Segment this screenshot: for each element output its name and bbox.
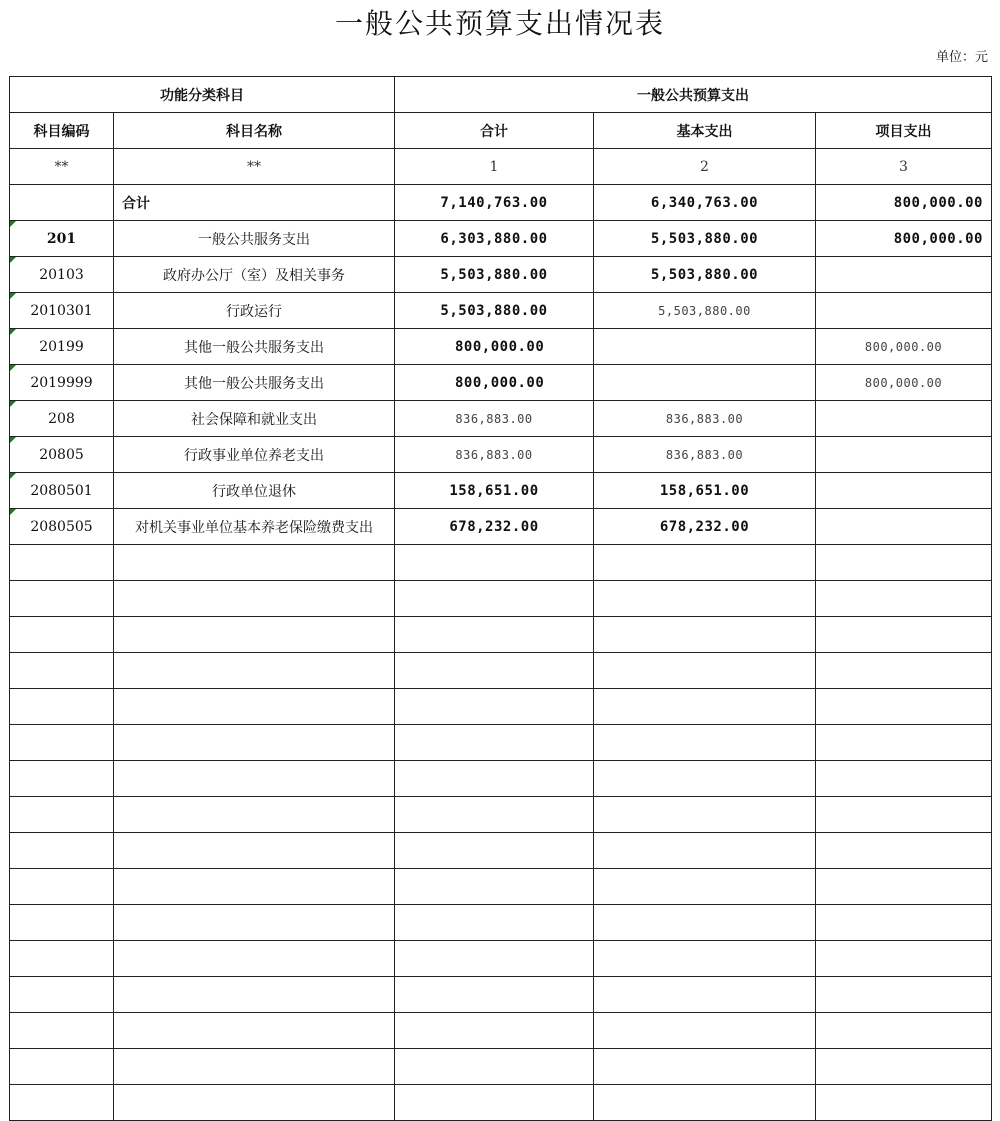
table-row — [10, 221, 992, 257]
empty-cell — [816, 869, 992, 905]
empty-row — [10, 1013, 992, 1049]
empty-cell — [114, 545, 395, 581]
empty-cell — [395, 1013, 594, 1049]
empty-row — [10, 1085, 992, 1121]
name-cell: 行政运行 — [114, 293, 395, 329]
total-name-cell: 合计 — [114, 185, 395, 221]
total-cell: 5,503,880.00 — [395, 257, 594, 293]
empty-cell — [10, 1085, 114, 1121]
empty-cell — [114, 653, 395, 689]
basic-cell — [594, 329, 816, 365]
empty-cell — [594, 977, 816, 1013]
empty-cell — [816, 725, 992, 761]
empty-cell — [395, 725, 594, 761]
name-cell: 对机关事业单位基本养老保险缴费支出 — [114, 509, 395, 545]
basic-cell: 158,651.00 — [594, 473, 816, 509]
empty-cell — [816, 761, 992, 797]
empty-cell — [395, 545, 594, 581]
code-cell: 20103 — [10, 257, 114, 293]
empty-cell — [816, 545, 992, 581]
total-cell: 800,000.00 — [395, 365, 594, 401]
empty-row — [10, 869, 992, 905]
empty-cell — [10, 1049, 114, 1085]
empty-row — [10, 905, 992, 941]
empty-cell — [395, 1049, 594, 1085]
project-cell: 800,000.00 — [816, 221, 992, 257]
table-row — [10, 401, 992, 437]
empty-cell — [594, 545, 816, 581]
total-cell: 678,232.00 — [395, 509, 594, 545]
empty-cell — [114, 941, 395, 977]
total-cell: 158,651.00 — [395, 473, 594, 509]
empty-cell — [816, 689, 992, 725]
project-cell — [816, 257, 992, 293]
name-cell: 政府办公厅（室）及相关事务 — [114, 257, 395, 293]
empty-cell — [395, 617, 594, 653]
project-cell — [816, 437, 992, 473]
empty-row — [10, 1049, 992, 1085]
empty-cell — [816, 833, 992, 869]
empty-cell — [114, 869, 395, 905]
empty-cell — [816, 905, 992, 941]
empty-row — [10, 833, 992, 869]
empty-cell — [114, 581, 395, 617]
code-cell: 2080505 — [10, 509, 114, 545]
empty-cell — [594, 1049, 816, 1085]
basic-cell: 836,883.00 — [594, 401, 816, 437]
empty-cell — [114, 689, 395, 725]
empty-cell — [114, 1049, 395, 1085]
index-cell: ** — [10, 149, 114, 185]
total-row — [10, 185, 992, 221]
empty-row — [10, 545, 992, 581]
empty-cell — [816, 617, 992, 653]
basic-cell: 836,883.00 — [594, 437, 816, 473]
code-cell: 201 — [10, 221, 114, 257]
empty-cell — [10, 761, 114, 797]
empty-cell — [594, 1013, 816, 1049]
basic-cell: 5,503,880.00 — [594, 293, 816, 329]
total-cell: 836,883.00 — [395, 437, 594, 473]
code-cell: 2010301 — [10, 293, 114, 329]
code-cell: 20805 — [10, 437, 114, 473]
empty-cell — [10, 725, 114, 761]
empty-cell — [395, 1085, 594, 1121]
table-row — [10, 365, 992, 401]
table-row — [10, 257, 992, 293]
name-cell: 其他一般公共服务支出 — [114, 329, 395, 365]
total-cell: 6,303,880.00 — [395, 221, 594, 257]
empty-cell — [395, 941, 594, 977]
empty-cell — [594, 617, 816, 653]
empty-row — [10, 797, 992, 833]
empty-cell — [10, 581, 114, 617]
empty-cell — [10, 905, 114, 941]
table-row — [10, 293, 992, 329]
empty-cell — [816, 1013, 992, 1049]
empty-cell — [114, 617, 395, 653]
project-cell — [816, 509, 992, 545]
empty-cell — [395, 581, 594, 617]
col-header-basic: 基本支出 — [594, 113, 816, 149]
empty-row — [10, 653, 992, 689]
empty-cell — [395, 797, 594, 833]
name-cell: 其他一般公共服务支出 — [114, 365, 395, 401]
index-cell: 2 — [594, 149, 816, 185]
empty-row — [10, 941, 992, 977]
name-cell: 社会保障和就业支出 — [114, 401, 395, 437]
empty-row — [10, 977, 992, 1013]
table-row — [10, 329, 992, 365]
empty-cell — [10, 869, 114, 905]
project-cell — [816, 401, 992, 437]
index-row — [10, 149, 992, 185]
empty-cell — [594, 797, 816, 833]
code-cell: 20199 — [10, 329, 114, 365]
empty-cell — [10, 941, 114, 977]
empty-cell — [816, 581, 992, 617]
empty-cell — [816, 977, 992, 1013]
name-cell: 行政单位退休 — [114, 473, 395, 509]
empty-cell — [114, 761, 395, 797]
page-title: 一般公共预算支出情况表 — [334, 7, 665, 40]
empty-cell — [114, 977, 395, 1013]
empty-cell — [594, 653, 816, 689]
empty-cell — [594, 905, 816, 941]
total-project-cell: 800,000.00 — [816, 185, 992, 221]
table-row — [10, 473, 992, 509]
total-code-cell — [10, 185, 114, 221]
project-cell — [816, 293, 992, 329]
name-cell: 一般公共服务支出 — [114, 221, 395, 257]
empty-cell — [10, 689, 114, 725]
basic-cell: 5,503,880.00 — [594, 221, 816, 257]
code-cell: 2019999 — [10, 365, 114, 401]
table-row — [10, 509, 992, 545]
empty-row — [10, 761, 992, 797]
index-cell: 3 — [816, 149, 992, 185]
empty-cell — [594, 1085, 816, 1121]
empty-cell — [395, 869, 594, 905]
index-cell: 1 — [395, 149, 594, 185]
empty-cell — [594, 869, 816, 905]
empty-cell — [395, 977, 594, 1013]
empty-row — [10, 725, 992, 761]
name-cell: 行政事业单位养老支出 — [114, 437, 395, 473]
empty-cell — [395, 905, 594, 941]
col-header-name: 科目名称 — [114, 113, 395, 149]
empty-cell — [10, 833, 114, 869]
empty-cell — [10, 653, 114, 689]
index-cell: ** — [114, 149, 395, 185]
empty-cell — [114, 725, 395, 761]
group-header-budget: 一般公共预算支出 — [395, 77, 992, 113]
empty-cell — [816, 1085, 992, 1121]
header-group-row — [10, 77, 992, 113]
empty-cell — [816, 653, 992, 689]
project-cell — [816, 473, 992, 509]
basic-cell: 678,232.00 — [594, 509, 816, 545]
col-header-code: 科目编码 — [10, 113, 114, 149]
empty-cell — [594, 761, 816, 797]
table-row — [10, 437, 992, 473]
group-header-functional: 功能分类科目 — [10, 77, 395, 113]
project-cell: 800,000.00 — [816, 329, 992, 365]
empty-cell — [594, 833, 816, 869]
empty-cell — [114, 905, 395, 941]
total-basic-cell: 6,340,763.00 — [594, 185, 816, 221]
empty-cell — [594, 725, 816, 761]
empty-cell — [395, 653, 594, 689]
empty-row — [10, 689, 992, 725]
basic-cell — [594, 365, 816, 401]
code-cell: 2080501 — [10, 473, 114, 509]
total-cell: 5,503,880.00 — [395, 293, 594, 329]
empty-cell — [816, 797, 992, 833]
empty-cell — [10, 617, 114, 653]
col-header-total: 合计 — [395, 113, 594, 149]
empty-cell — [594, 941, 816, 977]
total-cell: 800,000.00 — [395, 329, 594, 365]
header-column-row — [10, 113, 992, 149]
empty-cell — [395, 689, 594, 725]
empty-cell — [10, 545, 114, 581]
unit-label: 单位：元 — [935, 50, 988, 65]
empty-cell — [594, 689, 816, 725]
empty-cell — [395, 761, 594, 797]
empty-cell — [10, 1013, 114, 1049]
empty-row — [10, 617, 992, 653]
empty-cell — [114, 833, 395, 869]
total-cell: 836,883.00 — [395, 401, 594, 437]
empty-cell — [816, 1049, 992, 1085]
empty-cell — [10, 797, 114, 833]
empty-cell — [10, 977, 114, 1013]
budget-table — [9, 76, 992, 1121]
col-header-project: 项目支出 — [816, 113, 992, 149]
empty-cell — [114, 1085, 395, 1121]
empty-cell — [114, 1013, 395, 1049]
code-cell: 208 — [10, 401, 114, 437]
empty-row — [10, 581, 992, 617]
basic-cell: 5,503,880.00 — [594, 257, 816, 293]
empty-cell — [816, 941, 992, 977]
total-total-cell: 7,140,763.00 — [395, 185, 594, 221]
empty-cell — [395, 833, 594, 869]
project-cell: 800,000.00 — [816, 365, 992, 401]
empty-cell — [114, 797, 395, 833]
empty-cell — [594, 581, 816, 617]
